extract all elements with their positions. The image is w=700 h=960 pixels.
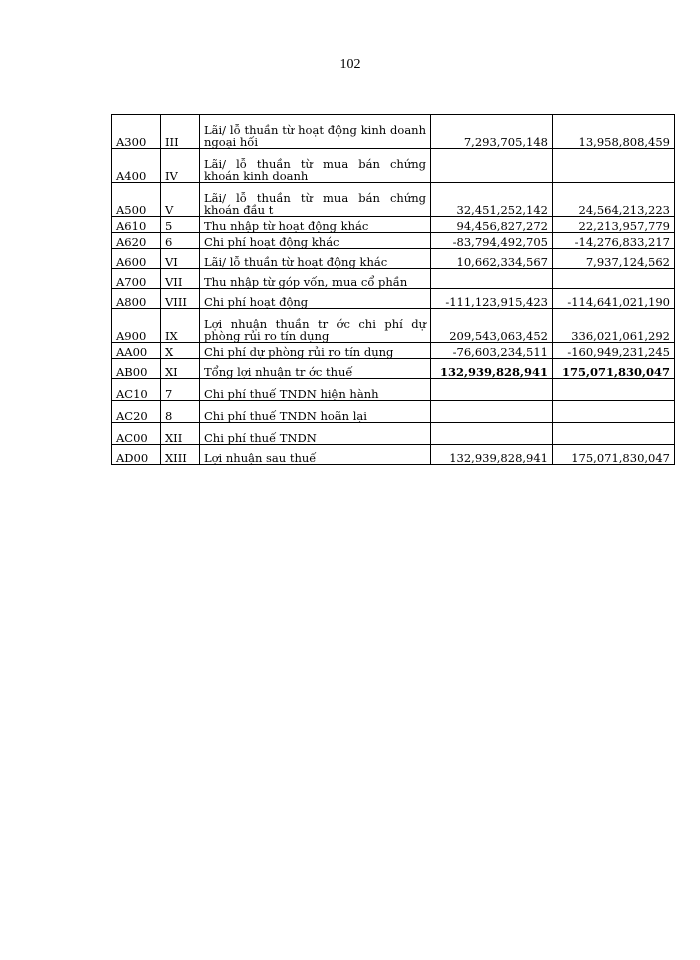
table-row (112, 359, 675, 379)
row-description (200, 359, 431, 379)
row-value-current (431, 401, 553, 423)
row-value-previous: -14,276,833,217 (553, 233, 675, 249)
row-value-current: 132,939,828,941 (431, 359, 553, 379)
row-value-previous: 13,958,808,459 (553, 115, 675, 149)
row-description (200, 115, 431, 149)
row-description-text: Chi phí thuế TNDN hoãn lại (204, 409, 367, 423)
row-description-text: Lợi nhuận sau thuế (204, 451, 317, 465)
row-index: III (161, 115, 200, 149)
table-row (112, 183, 675, 217)
row-description-text: Lãi/ lỗ thuần từ mua bán chứng khoán kinh doanh (204, 157, 426, 183)
row-index: X (161, 343, 200, 359)
table-row (112, 249, 675, 269)
row-code: A300 (112, 115, 161, 149)
row-value-previous (553, 401, 675, 423)
row-code: AA00 (112, 343, 161, 359)
row-description (200, 217, 431, 233)
row-index: XII (161, 423, 200, 445)
row-value-current (431, 423, 553, 445)
row-value-current: 94,456,827,272 (431, 217, 553, 233)
row-index: 6 (161, 233, 200, 249)
row-description-text: Lãi/ lỗ thuần từ hoạt động khác (204, 255, 388, 269)
row-code: A600 (112, 249, 161, 269)
row-code: AC20 (112, 401, 161, 423)
row-value-previous: 22,213,957,779 (553, 217, 675, 233)
row-code: A800 (112, 289, 161, 309)
row-description-text: Tổng lợi nhuận tr ớc thuế (204, 365, 353, 379)
row-value-current: 209,543,063,452 (431, 309, 553, 343)
table-row (112, 233, 675, 249)
table-row (112, 423, 675, 445)
row-code: A700 (112, 269, 161, 289)
row-description-text: Chi phí hoạt động khác (204, 235, 340, 249)
row-value-previous: 7,937,124,562 (553, 249, 675, 269)
row-index: 7 (161, 379, 200, 401)
row-index: V (161, 183, 200, 217)
table-row (112, 401, 675, 423)
row-code: AD00 (112, 445, 161, 465)
row-description-text: Chi phí thuế TNDN (204, 431, 317, 445)
row-index: IX (161, 309, 200, 343)
row-value-current: -83,794,492,705 (431, 233, 553, 249)
row-value-current: 10,662,334,567 (431, 249, 553, 269)
table-row (112, 343, 675, 359)
row-description (200, 423, 431, 445)
row-value-previous: 175,071,830,047 (553, 359, 675, 379)
row-description (200, 233, 431, 249)
row-code: AC00 (112, 423, 161, 445)
row-value-current: 132,939,828,941 (431, 445, 553, 465)
table-row (112, 289, 675, 309)
row-description-text: Thu nhập từ hoạt động khác (204, 219, 369, 233)
row-code: AB00 (112, 359, 161, 379)
row-description (200, 445, 431, 465)
table-row (112, 217, 675, 233)
row-description-text: Lợi nhuận thuần tr ớc chi phí dự phòng rủi ro tín dụng (204, 317, 426, 343)
income-statement-table (111, 114, 675, 465)
row-value-previous (553, 423, 675, 445)
page-number: 102 (339, 57, 361, 72)
row-description (200, 379, 431, 401)
row-code: A400 (112, 149, 161, 183)
row-description (200, 289, 431, 309)
row-description-text: Chi phí thuế TNDN hiện hành (204, 387, 379, 401)
row-description (200, 343, 431, 359)
row-value-current (431, 269, 553, 289)
row-description-text: Lãi/ lỗ thuần từ mua bán chứng khoán đầu t (204, 191, 426, 217)
row-value-current: 32,451,252,142 (431, 183, 553, 217)
row-code: A610 (112, 217, 161, 233)
row-value-previous: 24,564,213,223 (553, 183, 675, 217)
row-value-previous: -114,641,021,190 (553, 289, 675, 309)
row-code: AC10 (112, 379, 161, 401)
row-value-current: -111,123,915,423 (431, 289, 553, 309)
row-description (200, 269, 431, 289)
row-value-previous (553, 269, 675, 289)
row-value-current: -76,603,234,511 (431, 343, 553, 359)
row-index: 8 (161, 401, 200, 423)
row-description-text: Thu nhập từ góp vốn, mua cổ phần (204, 275, 408, 289)
row-code: A500 (112, 183, 161, 217)
row-index: XIII (161, 445, 200, 465)
row-index: VII (161, 269, 200, 289)
table-body (112, 115, 675, 465)
row-description (200, 401, 431, 423)
table-row (112, 309, 675, 343)
row-value-current (431, 149, 553, 183)
row-description (200, 183, 431, 217)
table-row (112, 445, 675, 465)
row-description-text: Chi phí hoạt động (204, 295, 309, 309)
table-row (112, 269, 675, 289)
row-value-current (431, 379, 553, 401)
row-value-previous (553, 149, 675, 183)
row-description (200, 309, 431, 343)
row-value-previous: 336,021,061,292 (553, 309, 675, 343)
row-value-previous (553, 379, 675, 401)
row-description (200, 149, 431, 183)
row-code: A900 (112, 309, 161, 343)
table-row (112, 379, 675, 401)
row-description (200, 249, 431, 269)
table-row (112, 149, 675, 183)
row-value-previous: -160,949,231,245 (553, 343, 675, 359)
row-index: VIII (161, 289, 200, 309)
row-index: VI (161, 249, 200, 269)
row-description-text: Lãi/ lỗ thuần từ hoạt động kinh doanh ngoại hối (204, 123, 426, 149)
row-index: XI (161, 359, 200, 379)
row-code: A620 (112, 233, 161, 249)
row-index: 5 (161, 217, 200, 233)
row-index: IV (161, 149, 200, 183)
row-description-text: Chi phí dự phòng rủi ro tín dụng (204, 345, 394, 359)
row-value-current: 7,293,705,148 (431, 115, 553, 149)
table-row (112, 115, 675, 149)
row-value-previous: 175,071,830,047 (553, 445, 675, 465)
